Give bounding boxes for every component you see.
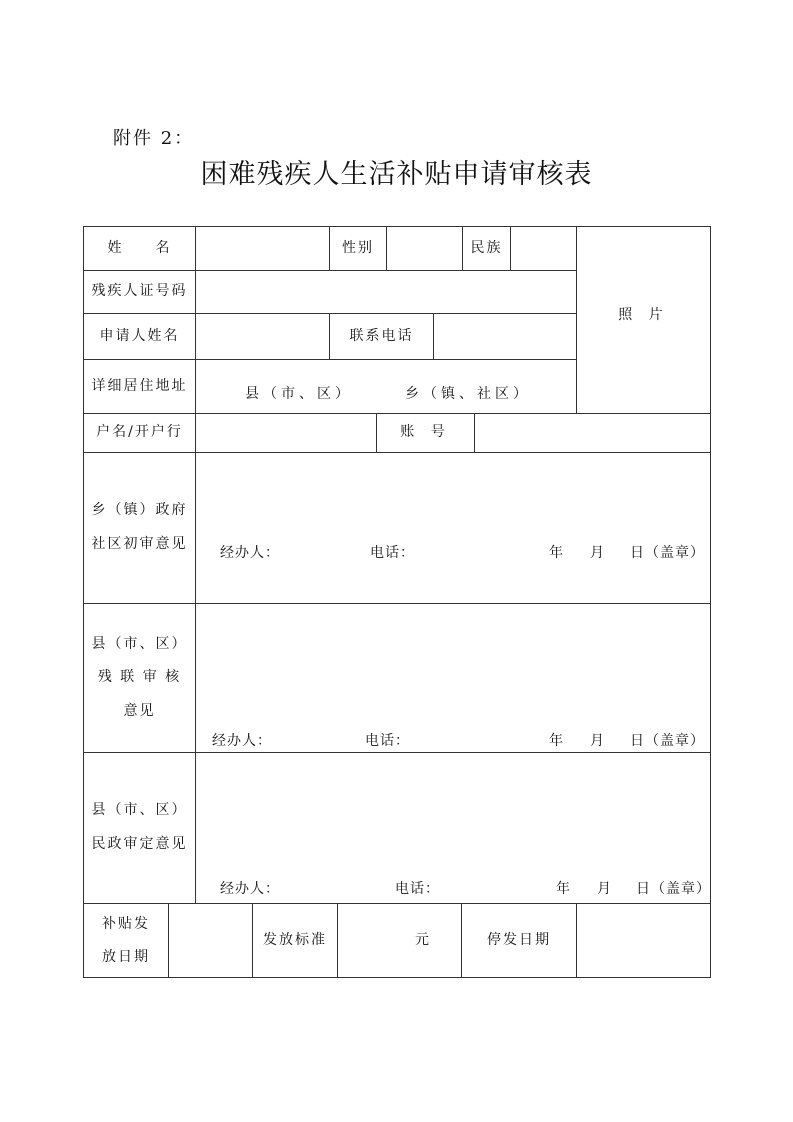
name-label: 姓 名 [83,226,196,271]
town-review-label-line1: 乡（镇）政府 [91,502,188,519]
disability-id-field[interactable] [195,270,577,314]
month-label: 月 [590,733,605,749]
gender-field[interactable] [386,226,463,271]
issue-date-label-line1: 补贴发 [102,916,150,933]
phone-label: 联系电话 [329,313,434,360]
account-no-label: 账 号 [376,413,475,453]
handler-label: 经办人： [220,545,280,561]
year-label: 年 [549,545,564,561]
issue-date-label [83,903,169,978]
account-no-field[interactable] [474,413,711,453]
attachment-label: 附件 2： [113,128,195,149]
town-review-label [83,452,196,604]
town-review-field[interactable] [195,452,711,604]
account-holder-field[interactable] [195,413,377,453]
issue-date-field[interactable] [168,903,253,978]
address-town: 乡（镇、社区） [405,386,531,402]
day-seal-label: 日（盖章） [630,545,705,561]
issue-date-label-line2: 放日期 [102,948,150,965]
stop-date-field[interactable] [576,903,711,978]
county-dpf-label [83,603,196,753]
year-label: 年 [549,733,564,749]
standard-field[interactable] [337,903,462,978]
county-dpf-label-line1: 县（市、区） [91,635,188,652]
tel-label: 电话： [365,733,410,749]
day-seal-label: 日（盖章） [630,733,705,749]
handler-label: 经办人： [220,881,280,897]
address-county: 县（市、区） [245,386,353,402]
applicant-name-field[interactable] [195,313,330,360]
year-label: 年 [556,881,571,897]
address-label: 详细居住地址 [83,359,196,414]
stop-date-label: 停发日期 [461,903,577,978]
photo-box[interactable]: 照 片 [576,226,711,414]
town-review-label-line2: 社区初审意见 [91,536,188,552]
standard-label: 发放标准 [252,903,338,978]
name-field[interactable] [195,226,330,271]
applicant-name-label: 申请人姓名 [83,313,196,360]
handler-label: 经办人： [212,733,272,749]
yuan-unit: 元 [415,931,431,948]
county-civil-label-line2: 民政审定意见 [91,836,188,852]
county-civil-label [83,752,196,904]
ethnicity-field[interactable] [510,226,577,271]
disability-id-label: 残疾人证号码 [83,270,196,314]
month-label: 月 [590,545,605,561]
gender-label: 性别 [329,226,387,271]
county-dpf-label-line3: 意见 [123,702,156,719]
account-holder-label: 户名/开户行 [83,413,196,453]
tel-label: 电话： [370,545,415,561]
page-title: 困难残疾人生活补贴申请审核表 [200,159,593,190]
ethnicity-label: 民族 [462,226,511,271]
day-seal-label: 日（盖章） [636,881,711,897]
phone-field[interactable] [433,313,577,360]
month-label: 月 [597,881,612,897]
tel-label: 电话： [395,881,440,897]
county-dpf-label-line2: 残 联 审 核 [97,669,182,686]
county-civil-label-line1: 县（市、区） [91,802,188,819]
